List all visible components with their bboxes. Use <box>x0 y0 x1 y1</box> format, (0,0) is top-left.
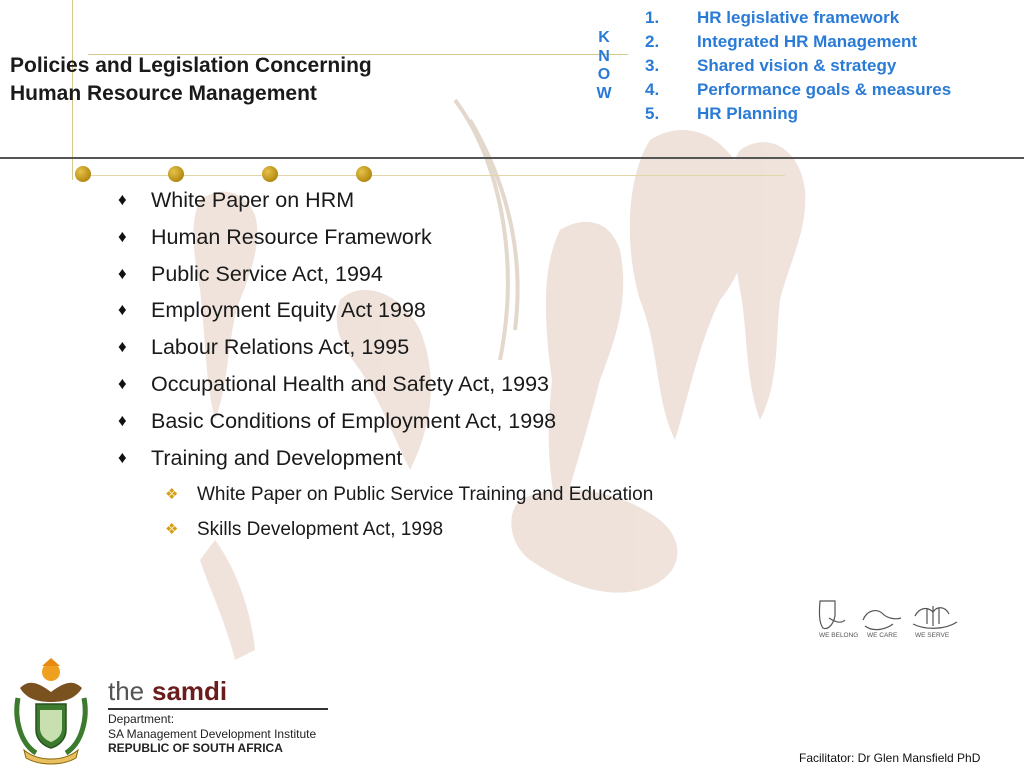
country-name: REPUBLIC OF SOUTH AFRICA <box>108 741 283 755</box>
sub-list-item-text: White Paper on Public Service Training and Education <box>197 484 654 505</box>
diamond-bullet-icon: ♦ <box>118 226 127 246</box>
motto-label: WE CARE <box>867 632 898 639</box>
sub-list-item <box>165 481 657 508</box>
department-label: Department: <box>108 712 175 726</box>
list-item <box>118 256 556 293</box>
list-item <box>118 329 556 366</box>
list-item-text: Employment Equity Act 1998 <box>151 298 426 323</box>
gold-dot-icon <box>262 166 278 182</box>
know-letter: O <box>597 66 611 83</box>
diamond-bullet-icon: ♦ <box>118 300 127 320</box>
sub-list-item <box>165 516 657 543</box>
diamond-bullet-icon: ♦ <box>118 373 127 393</box>
topic-text: Shared vision & strategy <box>697 56 897 75</box>
list-item <box>118 219 556 256</box>
brand-name: samdi <box>152 676 228 706</box>
department-info <box>108 712 316 756</box>
topic-number: 5. <box>645 104 660 123</box>
facilitator-credit: Facilitator: Dr Glen Mansfield PhD <box>799 751 981 765</box>
topic-text: Performance goals & measures <box>697 80 952 99</box>
know-letter: W <box>596 84 612 102</box>
topic-number: 4. <box>645 80 660 99</box>
title-divider <box>0 157 1024 159</box>
list-item <box>118 182 556 219</box>
motto-label: WE SERVE <box>915 632 950 639</box>
topic-text: HR Planning <box>697 104 799 123</box>
list-item <box>118 403 556 440</box>
topic-item <box>645 6 951 30</box>
clover-bullet-icon: ❖ <box>165 521 179 538</box>
slide-title-line1: Policies and Legislation Concerning <box>10 54 372 77</box>
list-item-text: Public Service Act, 1994 <box>151 261 383 286</box>
list-item <box>118 366 556 403</box>
know-vertical-text <box>592 29 616 103</box>
department-name: SA Management Development Institute <box>108 726 317 741</box>
topic-item <box>645 78 951 102</box>
topic-item <box>645 30 951 54</box>
list-item-text: Labour Relations Act, 1995 <box>151 335 410 360</box>
brand-the: the <box>108 676 145 706</box>
topic-number: 1. <box>645 8 660 27</box>
diamond-bullet-icon: ♦ <box>118 410 127 430</box>
gold-dot-icon <box>75 166 91 182</box>
gold-dot-icon <box>356 166 372 182</box>
know-letter: N <box>598 47 610 65</box>
topic-item <box>645 54 951 78</box>
list-item <box>118 440 556 477</box>
topic-text: HR legislative framework <box>697 8 900 27</box>
diamond-bullet-icon: ♦ <box>118 337 127 357</box>
list-item-text: Human Resource Framework <box>151 224 432 249</box>
list-item-text: Basic Conditions of Employment Act, 1998 <box>151 408 557 433</box>
topic-number: 3. <box>645 56 660 75</box>
topic-text: Integrated HR Management <box>697 32 918 51</box>
topic-item <box>645 102 951 126</box>
legislation-list <box>118 182 556 476</box>
list-item-text: Occupational Health and Safety Act, 1993 <box>151 371 550 396</box>
motto-label: WE BELONG <box>819 632 859 639</box>
know-letter: K <box>598 29 610 46</box>
slide-title-line2: Human Resource Management <box>10 82 317 105</box>
topic-number: 2. <box>645 32 660 51</box>
topic-list <box>645 6 951 126</box>
diamond-bullet-icon: ♦ <box>118 447 127 467</box>
coat-of-arms-logo <box>10 658 92 766</box>
brand-underline <box>108 708 328 710</box>
clover-bullet-icon: ❖ <box>165 486 179 503</box>
sub-list-item-text: Skills Development Act, 1998 <box>197 519 444 540</box>
diamond-bullet-icon: ♦ <box>118 263 127 283</box>
slide-title <box>10 52 372 108</box>
diamond-bullet-icon: ♦ <box>118 190 127 209</box>
list-item-text: Training and Development <box>151 445 403 470</box>
list-item-text: White Paper on HRM <box>151 188 355 212</box>
list-item <box>118 292 556 329</box>
gold-dot-icon <box>168 166 184 182</box>
training-sub-list <box>165 481 657 543</box>
